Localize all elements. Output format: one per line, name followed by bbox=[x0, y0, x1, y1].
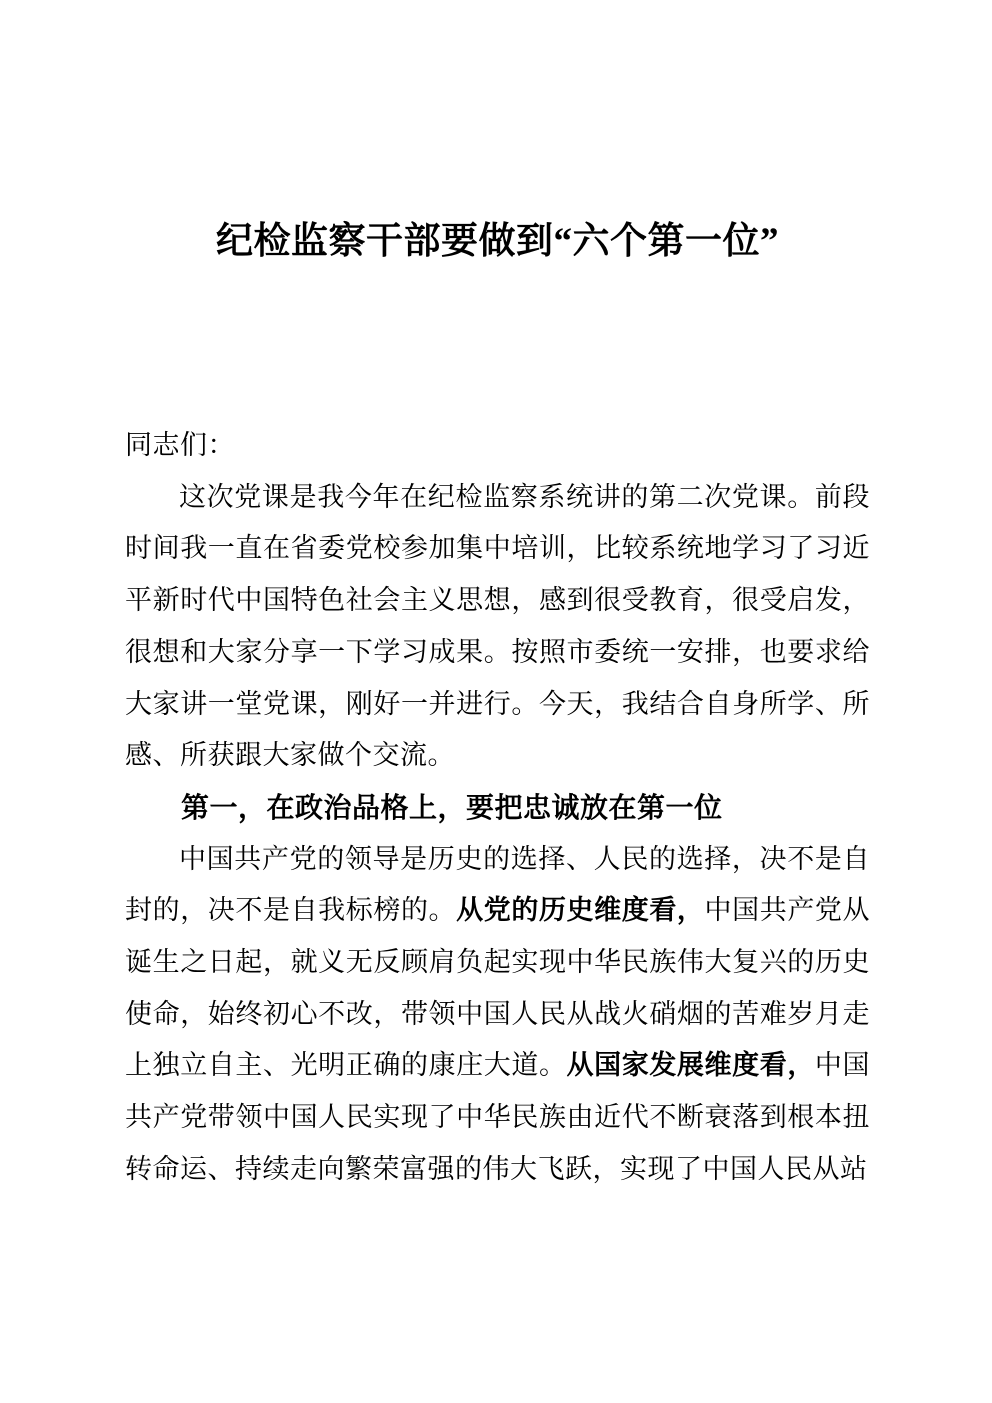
document-body bbox=[125, 420, 870, 1196]
text-run: 中国共产党的领导是历史的选择、人民的选择，决不是自封的，决不是自我标榜的。 bbox=[125, 843, 870, 926]
document-title: 纪检监察干部要做到“六个第一位” bbox=[216, 221, 779, 262]
section-heading-first: 第一，在政治品格上，要把忠诚放在第一位 bbox=[181, 791, 723, 823]
bold-emphasis-run: 从党的历史维度看， bbox=[456, 895, 705, 926]
text-run: 中国共产党从诞生之日起，就义无反顾肩负起实现中华民族伟大复兴的历史使命，始终初心不改，带领中国人民从战火硝烟的苦难岁月走上独立自主、光明正确的康庄大道。 bbox=[125, 895, 871, 1081]
intro-paragraph: 这次党课是我今年在纪检监察系统讲的第二次党课。前段时间我一直在省委党校参加集中培训，比较系统地学习了习近平新时代中国特色社会主义思想，感到很受教育，很受启发，很想和大家分享一下学习成果。按照市委统一安排，也要求给大家讲一堂党课，刚好一并进行。今天，我结合自身所学、所感、所获跟大家做个交流。 bbox=[125, 481, 870, 771]
salutation-line: 同志们： bbox=[125, 430, 235, 460]
section-body-paragraph bbox=[125, 834, 870, 1196]
bold-emphasis-run: 从国家发展维度看， bbox=[566, 1050, 815, 1081]
text-run: 中国共产党带领中国人民实现了中华民族由近代不断衰落到根本扭转命运、持续走向繁荣富强的伟大飞跃，实现了中国人民从站 bbox=[125, 1050, 871, 1184]
